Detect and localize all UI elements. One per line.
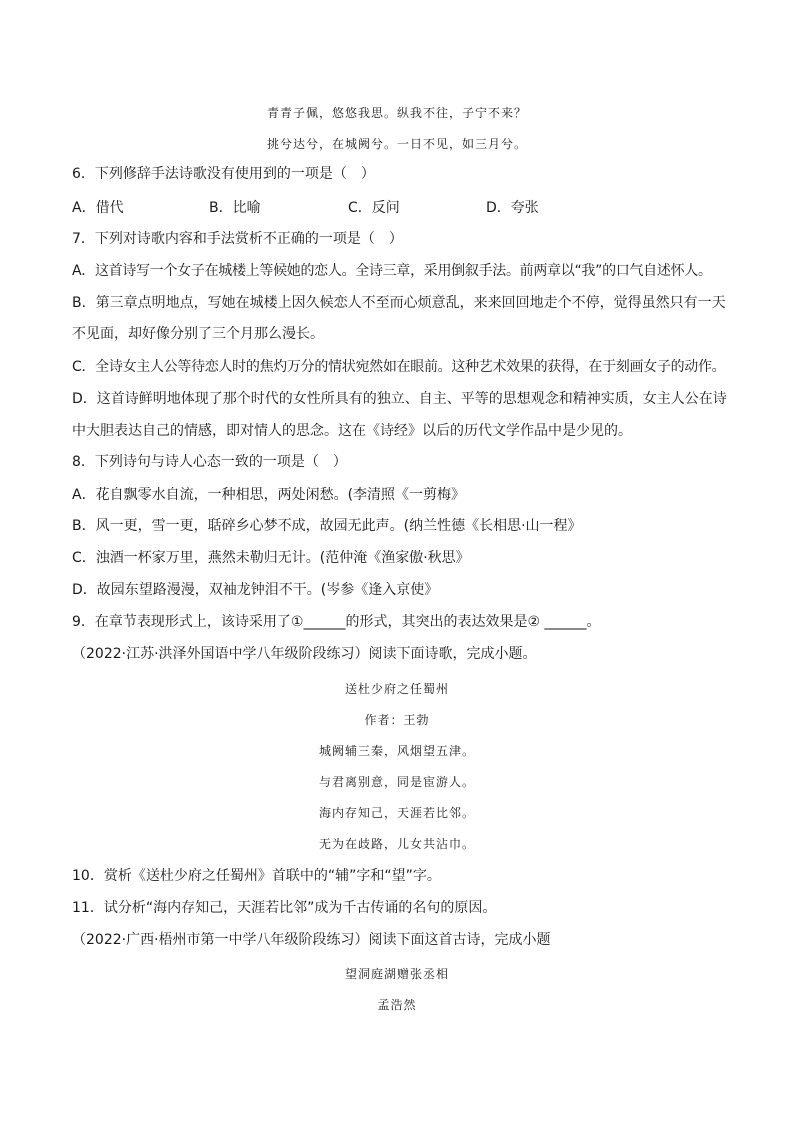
question-7-option-b: B．第三章点明地点，写她在城楼上因久候恋人不至而心烦意乱，来来回回地走个不停，觉得虽然只有一天 <box>72 295 726 311</box>
question-9: 9．在章节表现形式上，该诗采用了①______的形式，其突出的表达效果是② ______。 <box>72 614 601 630</box>
poem-line: 与君离别意，同是宦游人。 <box>318 775 475 789</box>
question-7-option-d-cont: 中大胆表达自己的情感，即对情人的思念。这在《诗经》以后的历代文学作品中是少见的。 <box>72 423 632 439</box>
question-7-option-b-cont: 不见面，却好像分别了三个月那么漫长。 <box>72 326 324 342</box>
poem-line: 挑兮达兮，在城阙兮。一日不见，如三月兮。 <box>266 137 527 151</box>
option-a: A．借代 <box>72 200 124 216</box>
poem-line: 青青子佩，悠悠我思。纵我不往，子宁不来？ <box>266 106 527 120</box>
question-10: 10．赏析《送杜少府之任蜀州》首联中的“辅”字和“望”字。 <box>72 868 441 884</box>
question-7-option-d: D．这首诗鲜明地体现了那个时代的女性所具有的独立、自主、平等的思想观念和精神实质，女主人公在诗 <box>72 391 727 407</box>
option-b: B．比喻 <box>209 200 261 216</box>
poem-line: 城阙辅三秦，风烟望五津。 <box>318 744 475 758</box>
poem-author: 作者：王勃 <box>364 713 430 727</box>
section-intro: （2022·广西·梧州市第一中学八年级阶段练习）阅读下面这首古诗，完成小题 <box>72 932 551 948</box>
question-8-option-a: A．花自飘零水自流，一种相思，两处闲愁。(李清照《一剪梅》 <box>72 487 466 503</box>
option-d: D．夸张 <box>486 200 539 216</box>
poem-line: 海内存知己，天涯若比邻。 <box>318 806 475 820</box>
poem-title: 送杜少府之任蜀州 <box>344 682 449 696</box>
poem-line: 无为在歧路，儿女共沾巾。 <box>318 837 475 851</box>
section-intro: （2022·江苏·洪泽外国语中学八年级阶段练习）阅读下面诗歌，完成小题。 <box>72 646 537 662</box>
question-8-option-c: C．浊酒一杯家万里，燕然未勒归无计。(范仲淹《渔家傲·秋思》 <box>72 550 470 566</box>
question-8-option-b: B．风一更，雪一更，聒碎乡心梦不成，故园无此声。(纳兰性德《长相思·山一程》 <box>72 518 582 534</box>
question-6-options <box>72 197 732 217</box>
question-7-stem: 7．下列对诗歌内容和手法赏析不正确的一项是（ ） <box>72 231 403 247</box>
question-8-stem: 8．下列诗句与诗人心态一致的一项是（ ） <box>72 454 347 470</box>
question-6-stem: 6．下列修辞手法诗歌没有使用到的一项是（ ） <box>72 166 375 182</box>
question-8-option-d: D．故园东望路漫漫，双袖龙钟泪不干。(岑参《逢入京使》 <box>72 582 439 598</box>
question-11: 11．试分析“海内存知己，天涯若比邻”成为千古传诵的名句的原因。 <box>72 900 497 916</box>
poem-title: 望洞庭湖赠张丞相 <box>344 967 449 981</box>
option-c: C．反问 <box>348 200 400 216</box>
question-7-option-c: C．全诗女主人公等待恋人时的焦灼万分的情状宛然如在眼前。这种艺术效果的获得，在于刻画女子的动作。 <box>72 359 726 375</box>
question-7-option-a: A．这首诗写一个女子在城楼上等候她的恋人。全诗三章，采用倒叙手法。前两章以“我”的口气自述怀人。 <box>72 263 712 279</box>
poem-author: 孟浩然 <box>377 998 417 1012</box>
